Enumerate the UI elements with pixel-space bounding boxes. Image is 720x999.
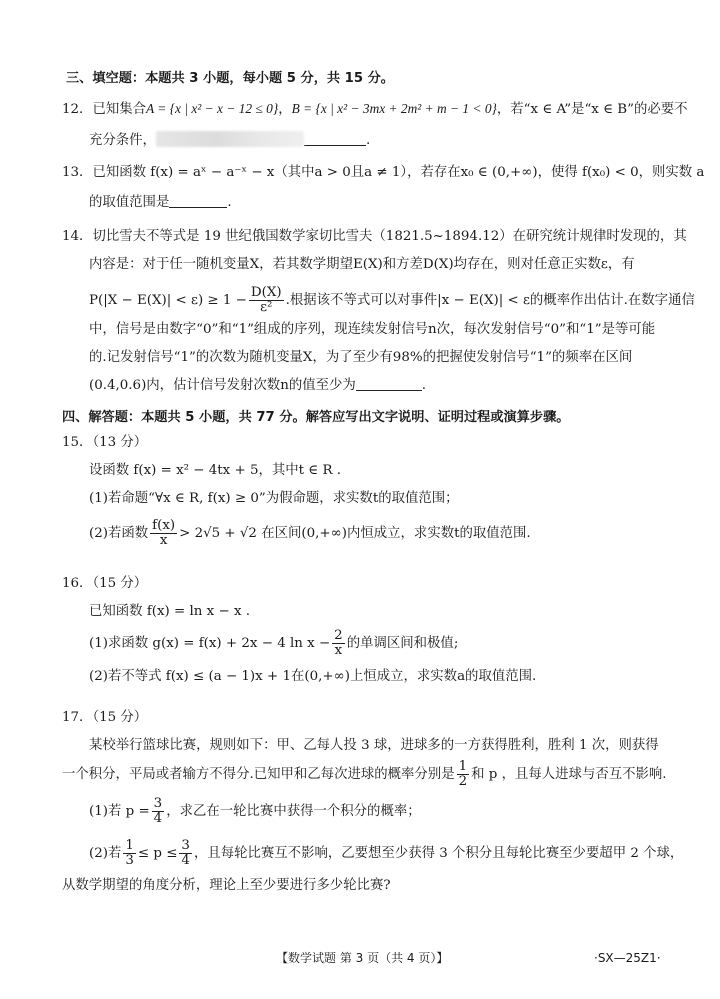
set-a: A = {x | x² − x − 12 ≤ 0}: [146, 101, 279, 116]
question-17-line-5: 从数学期望的角度分析，理论上至少要进行多少轮比赛?: [62, 878, 391, 893]
section-3-title: 三、填空题：本题共 3 小题，每小题 5 分，共 15 分。: [66, 71, 394, 86]
question-16-heading: 16．（15 分）: [62, 576, 148, 591]
question-14-line-3: P(|X − E(X)| < ε) ≥ 1 − $\frac{D(X)}{\text{ε²}}$ .根据该不等式可以对事件|x − E(X)| < ε的概率作出估计.在数字通信: [89, 285, 695, 315]
question-12-number: 12．: [62, 102, 93, 117]
fraction-2-x: $\frac{2}{x}$: [334, 628, 343, 658]
answer-blank-12: [304, 131, 366, 146]
fraction-three-quarters: $\frac{3}{4}$: [153, 796, 163, 826]
paper-code: ·SX—25Z1·: [594, 951, 661, 965]
question-16-line-1: 已知函数 f(x) = ln x − x .: [89, 604, 251, 619]
question-14-number: 14．: [62, 229, 93, 244]
question-14-line-4: 中，信号是由数字“0”和“1”组成的序列，现连续发射信号n次，每次发射信号“0”和“1”是等可能: [89, 322, 656, 337]
question-15-part-1: (1)若命题“∀x ∈ R, f(x) ≥ 0”为假命题，求实数t的取值范围；: [89, 491, 459, 506]
question-14-line-2: 内容是：对于任一随机变量X，若其数学期望E(X)和方差D(X)均存在，则对任意正实数ε，有: [89, 257, 635, 272]
set-b: B = {x | x² − 3mx + 2m² + m − 1 < 0}: [291, 101, 497, 116]
question-16-part-2: (2)若不等式 f(x) ≤ (a − 1)x + 1在(0,+∞)上恒成立，求实数a的取值范围.: [89, 669, 537, 684]
question-17-line-2: 一个积分，平局或者输方不得分.已知甲和乙每次进球的概率分别是 $\frac{1}{2}$ 和 p ，且每人进球与否互不影响.: [62, 759, 667, 789]
question-16-part-1: (1)求函数 g(x) = f(x) + 2x − 4 ln x − $\frac{2}{x}$ 的单调区间和极值;: [89, 628, 459, 658]
question-17-part-2: (2)若 $\frac{1}{3}$ ≤ p ≤ $\frac{3}{4}$ ，且每轮比赛互不影响，乙要想至少获得 3 个积分且每轮比赛至少要超甲 2 个球，: [89, 838, 684, 868]
answer-blank-14: [356, 376, 422, 391]
question-13-number: 13．: [62, 165, 93, 180]
section-4-title: 四、解答题：本题共 5 小题，共 77 分。解答应写出文字说明、证明过程或演算步骤。: [62, 410, 570, 425]
question-17-part-1: (1)若 p = $\frac{3}{4}$ ，求乙在一轮比赛中获得一个积分的概率；: [89, 796, 421, 826]
question-17-line-1: 某校举行篮球比赛，规则如下：甲、乙每人投 3 球，进球多的一方获得胜利，胜利 1 次，则获得: [89, 738, 659, 753]
page-footer: 【数学试题 第 3 页（共 4 页）】: [276, 951, 449, 965]
chebyshev-inequality: P(|X − E(X)| < ε) ≥ 1 −: [89, 293, 247, 308]
answer-blank-13: [169, 193, 227, 208]
question-14-line-5: 的.记发射信号“1”的次数为随机变量X，为了至少有98%的把握使发射信号“1”的频率在区间: [89, 350, 633, 365]
question-12-line-1: 12．已知集合A = {x | x² − x − 12 ≤ 0}，B = {x | x² − 3mx + 2m² + m − 1 < 0}，若“x ∈ A”是“x ∈ B”的必要不: [62, 101, 688, 117]
question-13-line-2: 的取值范围是 .: [89, 195, 232, 210]
fraction-one-half: $\frac{1}{2}$: [458, 759, 468, 789]
fraction-one-third: $\frac{1}{3}$: [125, 838, 134, 868]
fraction-dx-eps: $\frac{D(X)}{\text{ε²}}$: [250, 285, 282, 315]
question-13-line-1: 13．已知函数 f(x) = aˣ − a⁻ˣ − x（其中a > 0且a ≠ 1），若存在x₀ ∈ (0,+∞)，使得 f(x₀) < 0，则实数 a: [62, 165, 705, 180]
question-15-part-2: (2)若函数 $\frac{f(x)}{x}$ > 2√5 + √2 在区间(0,+∞)内恒成立，求实数t的取值范围.: [89, 518, 531, 548]
question-15-heading: 15．（13 分）: [62, 435, 148, 450]
fraction-three-quarters-2: $\frac{3}{4}$: [181, 838, 190, 868]
question-12-line-2: 充分条件， .: [89, 133, 371, 148]
smudge-mark: [156, 131, 304, 147]
fraction-fx-x: $\frac{f(x)}{x}$: [152, 518, 176, 548]
question-14-line-6: (0.4,0.6)内，估计信号发射次数n的值至少为 .: [89, 378, 427, 393]
question-17-heading: 17．（15 分）: [62, 710, 148, 725]
question-14-line-1: 14．切比雪夫不等式是 19 世纪俄国数学家切比雪夫（1821.5~1894.12）在研究统计规律时发现的，其: [62, 229, 687, 244]
question-15-line-1: 设函数 f(x) = x² − 4tx + 5，其中t ∈ R .: [89, 463, 342, 478]
